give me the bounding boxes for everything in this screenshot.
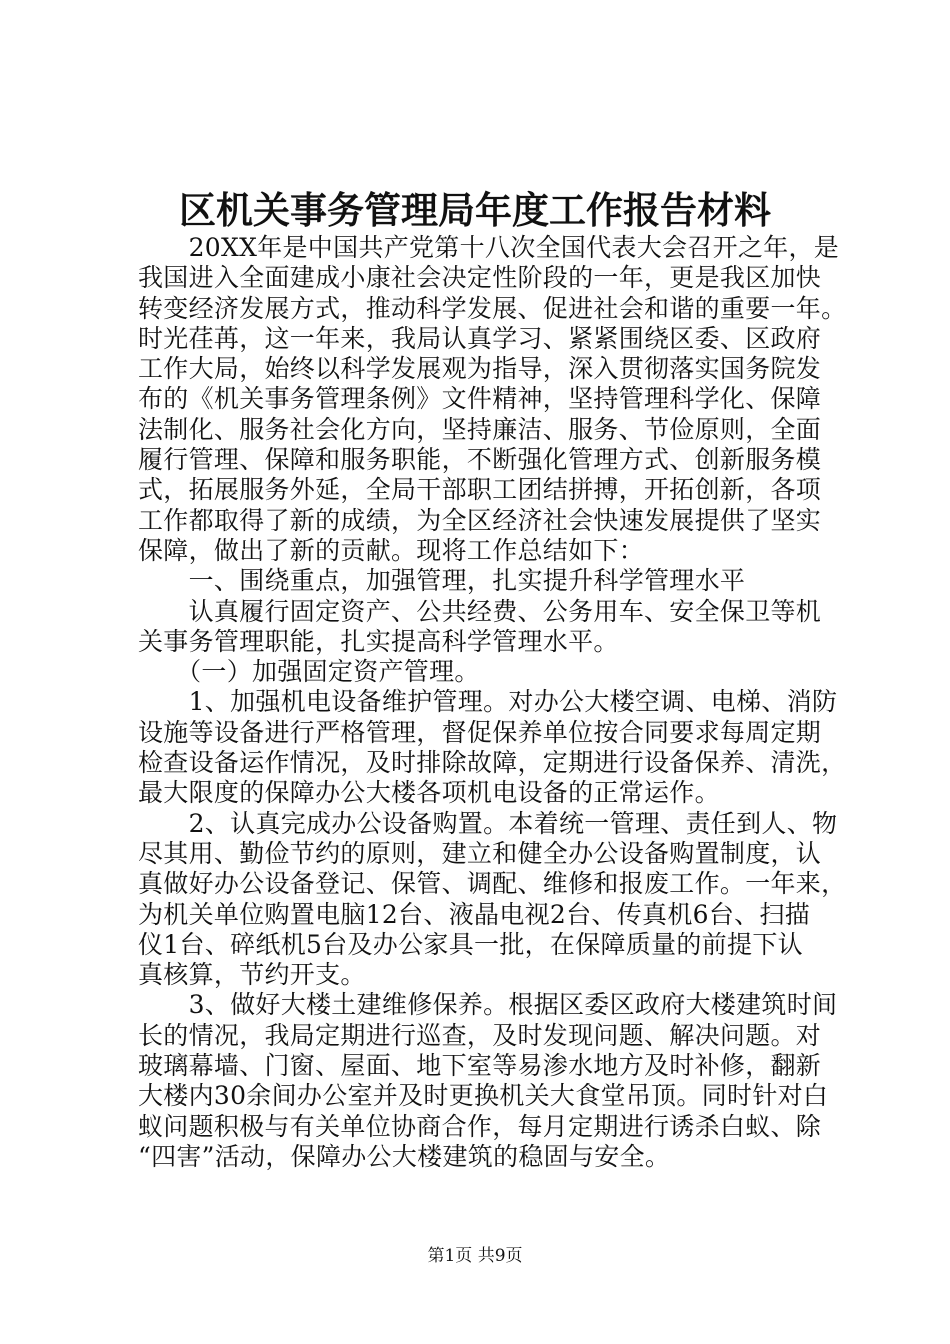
body-line: 检查设备运作情况，及时排除故障，定期进行设备保养、清洗， xyxy=(138,748,847,778)
body-line: 真核算，节约开支。 xyxy=(138,960,366,990)
body-line: 20XX年是中国共产党第十八次全国代表大会召开之年，是 xyxy=(138,233,840,262)
body-line: 最大限度的保障办公大楼各项机电设备的正常运作。 xyxy=(138,778,720,808)
body-line: 一、围绕重点，加强管理，扎实提升科学管理水平 xyxy=(138,566,746,596)
body-line: “四害”活动，保障办公大楼建筑的稳固与安全。 xyxy=(138,1141,671,1171)
body-line: 工作大局，始终以科学发展观为指导，深入贯彻落实国务院发 xyxy=(138,354,822,384)
body-line: 式，拓展服务外延，全局干部职工团结拼搏，开拓创新，各项 xyxy=(138,475,822,505)
body-line: 1、加强机电设备维护管理。对办公大楼空调、电梯、消防 xyxy=(138,687,838,717)
body-line: 长的情况，我局定期进行巡查，及时发现问题、解决问题。对 xyxy=(138,1020,822,1050)
body-line: 布的《机关事务管理条例》文件精神，坚持管理科学化、保障 xyxy=(138,384,822,414)
body-line: 转变经济发展方式，推动科学发展、促进社会和谐的重要一年。 xyxy=(138,293,847,323)
body-line: （一）加强固定资产管理。 xyxy=(138,657,480,687)
document-title: 区机关事务管理局年度工作报告材料 xyxy=(179,188,771,232)
document-body xyxy=(138,233,858,1172)
body-line: 工作都取得了新的成绩，为全区经济社会快速发展提供了坚实 xyxy=(138,505,822,535)
body-line: 大楼内30余间办公室并及时更换机关大食堂吊顶。同时针对白 xyxy=(138,1081,829,1111)
body-line: 设施等设备进行严格管理，督促保养单位按合同要求每周定期 xyxy=(138,717,822,747)
body-line: 履行管理、保障和服务职能，不断强化管理方式、创新服务模 xyxy=(138,445,822,475)
body-line: 为机关单位购置电脑12台、液晶电视2台、传真机6台、扫描 xyxy=(138,899,811,929)
body-line: 法制化、服务社会化方向，坚持廉洁、服务、节俭原则，全面 xyxy=(138,414,822,444)
body-line: 仪1台、碎纸机5台及办公家具一批，在保障质量的前提下认 xyxy=(138,929,803,959)
body-line: 玻璃幕墙、门窗、屋面、地下室等易渗水地方及时补修，翻新 xyxy=(138,1051,822,1081)
body-line: 3、做好大楼土建维修保养。根据区委区政府大楼建筑时间 xyxy=(138,990,838,1020)
body-line: 认真履行固定资产、公共经费、公务用车、安全保卫等机 xyxy=(138,596,822,626)
body-line: 尽其用、勤俭节约的原则，建立和健全办公设备购置制度，认 xyxy=(138,838,822,868)
body-line: 保障，做出了新的贡献。现将工作总结如下： xyxy=(138,535,645,565)
body-line: 蚁问题积极与有关单位协商合作，每月定期进行诱杀白蚁、除 xyxy=(138,1111,822,1141)
body-line: 真做好办公设备登记、保管、调配、维修和报废工作。一年来， xyxy=(138,869,847,899)
body-line: 我国进入全面建成小康社会决定性阶段的一年，更是我区加快 xyxy=(138,263,822,293)
body-line: 时光荏苒，这一年来，我局认真学习、紧紧围绕区委、区政府 xyxy=(138,323,822,353)
body-line: 2、认真完成办公设备购置。本着统一管理、责任到人、物 xyxy=(138,808,838,838)
page-footer: 第1页 共9页 xyxy=(427,1246,523,1266)
body-line: 关事务管理职能，扎实提高科学管理水平。 xyxy=(138,626,619,656)
